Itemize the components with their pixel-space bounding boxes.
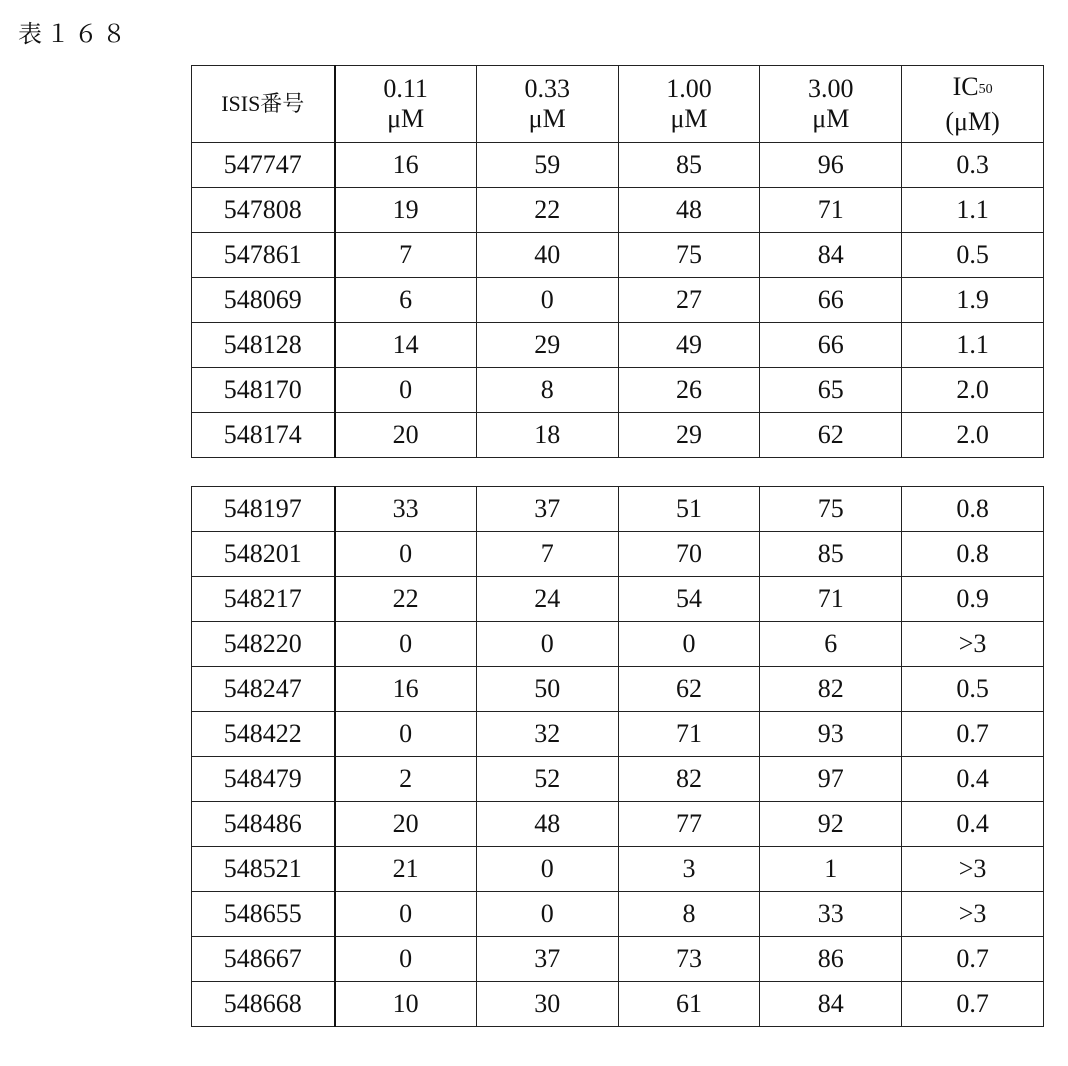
cell-inhibition-0.11uM: 0 [335,712,477,757]
cell-inhibition-1.00uM: 85 [618,143,760,188]
cell-inhibition-0.33uM: 40 [476,233,618,278]
table-row [192,368,1044,413]
cell-inhibition-0.11uM: 6 [335,278,477,323]
cell-isis-number: 548201 [192,532,335,577]
cell-inhibition-0.11uM: 0 [335,937,477,982]
cell-inhibition-1.00uM: 27 [618,278,760,323]
cell-inhibition-0.11uM: 20 [335,413,477,458]
cell-ic50: 0.7 [902,712,1044,757]
table-row [192,233,1044,278]
cell-inhibition-0.33uM: 24 [476,577,618,622]
header-unit: μM [670,104,707,133]
cell-inhibition-1.00uM: 51 [618,487,760,532]
table-row [192,143,1044,188]
cell-inhibition-1.00uM: 3 [618,847,760,892]
cell-inhibition-3.00uM: 82 [760,667,902,712]
cell-inhibition-1.00uM: 61 [618,982,760,1027]
cell-ic50: >3 [902,847,1044,892]
header-ic50 [902,66,1044,143]
cell-isis-number: 548655 [192,892,335,937]
header-row [192,66,1044,143]
cell-inhibition-0.11uM: 33 [335,487,477,532]
cell-inhibition-0.33uM: 8 [476,368,618,413]
table-row [192,802,1044,847]
cell-inhibition-1.00uM: 75 [618,233,760,278]
cell-inhibition-1.00uM: 29 [618,413,760,458]
cell-inhibition-3.00uM: 96 [760,143,902,188]
cell-isis-number: 548170 [192,368,335,413]
cell-ic50: 0.3 [902,143,1044,188]
cell-inhibition-1.00uM: 49 [618,323,760,368]
cell-inhibition-0.33uM: 37 [476,937,618,982]
table-row [192,982,1044,1027]
cell-isis-number: 548479 [192,757,335,802]
cell-inhibition-0.11uM: 19 [335,188,477,233]
cell-inhibition-0.11uM: 21 [335,847,477,892]
cell-inhibition-1.00uM: 62 [618,667,760,712]
cell-inhibition-0.33uM: 18 [476,413,618,458]
table-row [192,413,1044,458]
cell-inhibition-0.33uM: 37 [476,487,618,532]
table-row [192,847,1044,892]
cell-ic50: 0.9 [902,577,1044,622]
table-row [192,667,1044,712]
cell-ic50: 0.8 [902,532,1044,577]
cell-ic50: 0.5 [902,233,1044,278]
table-row [192,323,1044,368]
table-row [192,937,1044,982]
table-row [192,278,1044,323]
cell-inhibition-1.00uM: 0 [618,622,760,667]
cell-inhibition-1.00uM: 70 [618,532,760,577]
header-ic: IC [953,72,979,101]
table-row [192,757,1044,802]
table-row [192,487,1044,532]
cell-inhibition-3.00uM: 71 [760,188,902,233]
cell-inhibition-0.11uM: 0 [335,532,477,577]
cell-inhibition-0.11uM: 14 [335,323,477,368]
cell-ic50: 2.0 [902,368,1044,413]
cell-inhibition-1.00uM: 82 [618,757,760,802]
cell-inhibition-3.00uM: 92 [760,802,902,847]
header-1.00uM [618,66,760,143]
header-0.11uM [335,66,477,143]
cell-inhibition-3.00uM: 93 [760,712,902,757]
cell-ic50: 1.1 [902,188,1044,233]
cell-inhibition-0.33uM: 30 [476,982,618,1027]
cell-inhibition-3.00uM: 1 [760,847,902,892]
cell-isis-number: 547861 [192,233,335,278]
cell-inhibition-3.00uM: 65 [760,368,902,413]
table-row [192,577,1044,622]
cell-inhibition-3.00uM: 86 [760,937,902,982]
header-ic-subscript: 50 [979,82,993,97]
cell-inhibition-0.33uM: 0 [476,622,618,667]
inhibition-table-part-2 [191,486,1044,1027]
header-conc: 3.00 [808,74,854,103]
cell-inhibition-0.11uM: 0 [335,892,477,937]
cell-isis-number: 548128 [192,323,335,368]
table-title: 表１６８ [18,14,130,49]
cell-ic50: 1.1 [902,323,1044,368]
cell-isis-number: 547808 [192,188,335,233]
cell-isis-number: 548174 [192,413,335,458]
cell-inhibition-3.00uM: 6 [760,622,902,667]
cell-inhibition-3.00uM: 84 [760,982,902,1027]
cell-inhibition-0.11uM: 16 [335,143,477,188]
cell-inhibition-3.00uM: 62 [760,413,902,458]
cell-inhibition-0.11uM: 22 [335,577,477,622]
cell-inhibition-3.00uM: 66 [760,323,902,368]
header-conc: 0.11 [383,74,428,103]
cell-isis-number: 548220 [192,622,335,667]
cell-ic50: 1.9 [902,278,1044,323]
cell-inhibition-3.00uM: 85 [760,532,902,577]
cell-inhibition-0.33uM: 0 [476,847,618,892]
cell-inhibition-1.00uM: 54 [618,577,760,622]
cell-ic50: 0.4 [902,757,1044,802]
cell-inhibition-3.00uM: 97 [760,757,902,802]
cell-ic50: 0.7 [902,982,1044,1027]
cell-inhibition-3.00uM: 66 [760,278,902,323]
cell-inhibition-0.33uM: 29 [476,323,618,368]
header-conc: 0.33 [524,74,570,103]
table-row [192,892,1044,937]
header-unit: μM [387,104,424,133]
table-row [192,532,1044,577]
cell-isis-number: 548217 [192,577,335,622]
cell-inhibition-0.11uM: 2 [335,757,477,802]
cell-ic50: 0.4 [902,802,1044,847]
inhibition-table-part-1 [191,65,1044,458]
cell-inhibition-3.00uM: 71 [760,577,902,622]
cell-inhibition-1.00uM: 71 [618,712,760,757]
table-row [192,188,1044,233]
cell-inhibition-0.33uM: 59 [476,143,618,188]
cell-isis-number: 548247 [192,667,335,712]
cell-inhibition-0.11uM: 10 [335,982,477,1027]
cell-ic50: 0.7 [902,937,1044,982]
cell-isis-number: 548668 [192,982,335,1027]
cell-isis-number: 548197 [192,487,335,532]
cell-ic50: 2.0 [902,413,1044,458]
cell-isis-number: 547747 [192,143,335,188]
cell-inhibition-0.33uM: 50 [476,667,618,712]
cell-inhibition-1.00uM: 48 [618,188,760,233]
cell-ic50: >3 [902,892,1044,937]
cell-isis-number: 548069 [192,278,335,323]
cell-isis-number: 548422 [192,712,335,757]
cell-ic50: >3 [902,622,1044,667]
cell-inhibition-0.33uM: 22 [476,188,618,233]
cell-inhibition-0.33uM: 52 [476,757,618,802]
cell-ic50: 0.5 [902,667,1044,712]
header-isis-number: ISIS番号 [192,66,335,143]
cell-inhibition-0.11uM: 0 [335,622,477,667]
cell-inhibition-0.11uM: 16 [335,667,477,712]
cell-ic50: 0.8 [902,487,1044,532]
cell-inhibition-3.00uM: 75 [760,487,902,532]
cell-inhibition-1.00uM: 73 [618,937,760,982]
cell-inhibition-0.11uM: 20 [335,802,477,847]
cell-inhibition-0.11uM: 0 [335,368,477,413]
cell-isis-number: 548486 [192,802,335,847]
table-row [192,622,1044,667]
cell-inhibition-3.00uM: 84 [760,233,902,278]
header-3.00uM [760,66,902,143]
cell-inhibition-1.00uM: 77 [618,802,760,847]
cell-isis-number: 548667 [192,937,335,982]
header-unit: μM [529,104,566,133]
cell-inhibition-0.33uM: 32 [476,712,618,757]
header-conc: 1.00 [666,74,712,103]
table-row [192,712,1044,757]
cell-inhibition-0.33uM: 0 [476,278,618,323]
cell-inhibition-0.11uM: 7 [335,233,477,278]
cell-inhibition-3.00uM: 33 [760,892,902,937]
header-unit: (μM) [945,107,999,136]
cell-isis-number: 548521 [192,847,335,892]
cell-inhibition-0.33uM: 48 [476,802,618,847]
header-unit: μM [812,104,849,133]
cell-inhibition-0.33uM: 0 [476,892,618,937]
header-0.33uM [476,66,618,143]
cell-inhibition-1.00uM: 8 [618,892,760,937]
cell-inhibition-0.33uM: 7 [476,532,618,577]
cell-inhibition-1.00uM: 26 [618,368,760,413]
